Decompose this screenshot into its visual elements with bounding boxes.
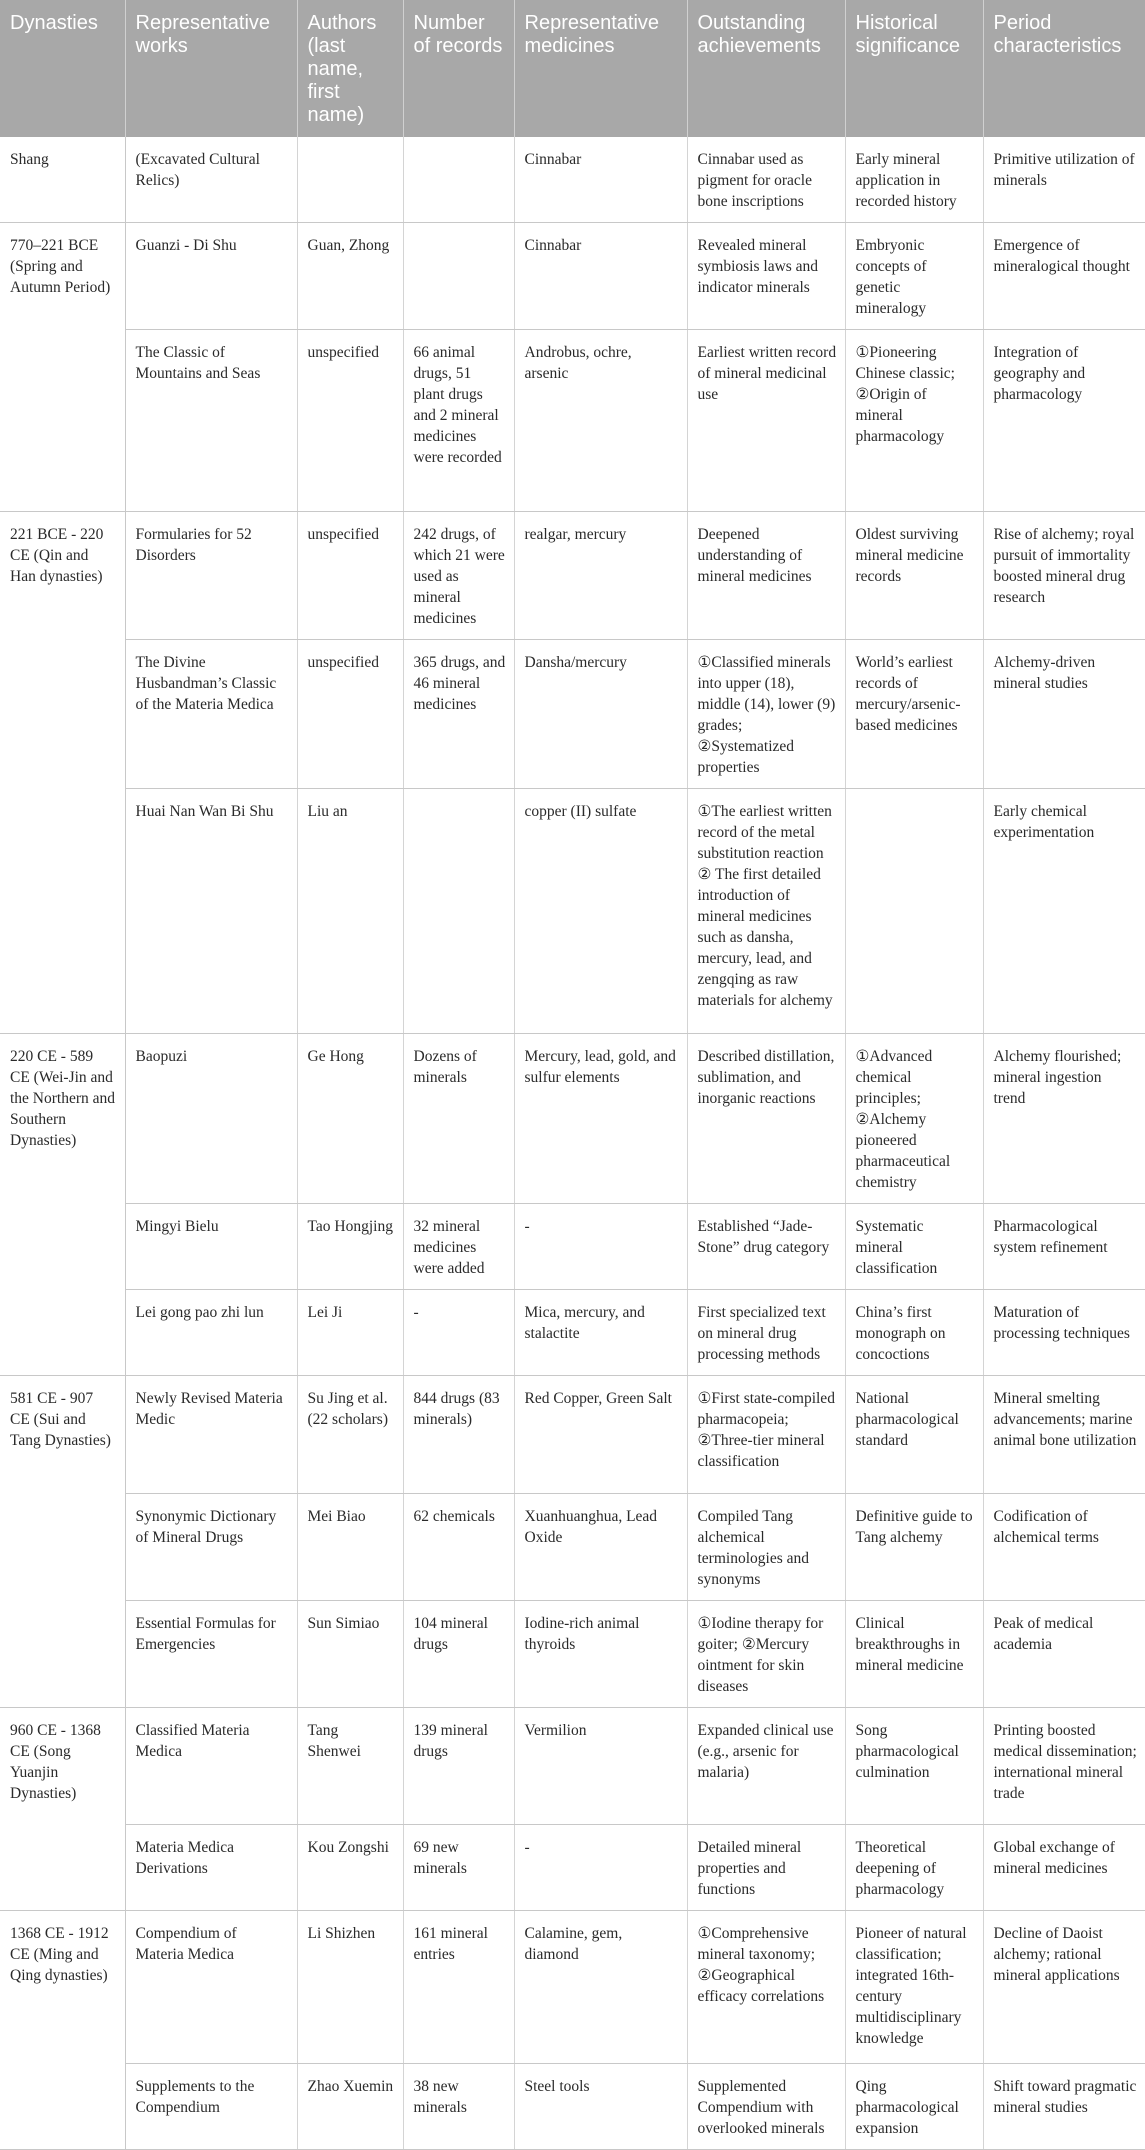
records-cell: 365 drugs, and 46 mineral medicines xyxy=(403,640,514,789)
achievements-cell: Earliest written record of mineral medicinal use xyxy=(687,330,845,512)
author-cell: unspecified xyxy=(297,512,403,640)
characteristics-cell: Shift toward pragmatic mineral studies xyxy=(983,2064,1145,2150)
medicines-cell: Calamine, gem, diamond xyxy=(514,1911,687,2064)
achievements-cell: Established “Jade-Stone” drug category xyxy=(687,1204,845,1290)
header-representative-works: Representative works xyxy=(125,0,297,137)
work-cell: Formularies for 52 Disorders xyxy=(125,512,297,640)
records-cell: 69 new minerals xyxy=(403,1825,514,1911)
records-cell: 161 mineral entries xyxy=(403,1911,514,2064)
table-row xyxy=(0,2064,1145,2150)
medicines-cell: Red Copper, Green Salt xyxy=(514,1376,687,1494)
work-cell: (Excavated Cultural Relics) xyxy=(125,137,297,223)
achievements-cell: Detailed mineral properties and functions xyxy=(687,1825,845,1911)
achievements-cell: ①The earliest written record of the metal substitution reaction ② The first detailed introduction of mineral medicines such as dansha, mercury, lead, and zengqing as raw materials for alchemy xyxy=(687,789,845,1034)
medicines-cell: Iodine-rich animal thyroids xyxy=(514,1601,687,1708)
medicines-cell: Steel tools xyxy=(514,2064,687,2150)
table-row xyxy=(0,1911,1145,2064)
achievements-cell: ①Classified minerals into upper (18), middle (14), lower (9) grades; ②Systematized properties xyxy=(687,640,845,789)
characteristics-cell: Rise of alchemy; royal pursuit of immortality boosted mineral drug research xyxy=(983,512,1145,640)
characteristics-cell: Integration of geography and pharmacology xyxy=(983,330,1145,512)
work-cell: Lei gong pao zhi lun xyxy=(125,1290,297,1376)
characteristics-cell: Mineral smelting advancements; marine animal bone utilization xyxy=(983,1376,1145,1494)
dynasty-cell: 1368 CE - 1912 CE (Ming and Qing dynasties) xyxy=(0,1911,125,2150)
medicines-cell: Vermilion xyxy=(514,1708,687,1825)
table-row xyxy=(0,1708,1145,1825)
header-authors: Authors (last name, first name) xyxy=(297,0,403,137)
header-representative-medicines: Representative medicines xyxy=(514,0,687,137)
records-cell: 62 chemicals xyxy=(403,1494,514,1601)
work-cell: The Classic of Mountains and Seas xyxy=(125,330,297,512)
achievements-cell: Described distillation, sublimation, and inorganic reactions xyxy=(687,1034,845,1204)
achievements-cell: ①Comprehensive mineral taxonomy; ②Geographical efficacy correlations xyxy=(687,1911,845,2064)
characteristics-cell: Peak of medical academia xyxy=(983,1601,1145,1708)
work-cell: The Divine Husbandman’s Classic of the Materia Medica xyxy=(125,640,297,789)
characteristics-cell: Printing boosted medical dissemination; international mineral trade xyxy=(983,1708,1145,1825)
header-period-characteristics: Period characteristics xyxy=(983,0,1145,137)
medicines-cell: Androbus, ochre, arsenic xyxy=(514,330,687,512)
work-cell: Newly Revised Materia Medic xyxy=(125,1376,297,1494)
characteristics-cell: Alchemy-driven mineral studies xyxy=(983,640,1145,789)
characteristics-cell: Alchemy flourished; mineral ingestion trend xyxy=(983,1034,1145,1204)
characteristics-cell: Emergence of mineralogical thought xyxy=(983,223,1145,330)
significance-cell: Pioneer of natural classification; integrated 16th-century multidisciplinary knowledge xyxy=(845,1911,983,2064)
work-cell: Mingyi Bielu xyxy=(125,1204,297,1290)
table-row xyxy=(0,1034,1145,1204)
significance-cell: Systematic mineral classification xyxy=(845,1204,983,1290)
achievements-cell: Compiled Tang alchemical terminologies and synonyms xyxy=(687,1494,845,1601)
significance-cell: Embryonic concepts of genetic mineralogy xyxy=(845,223,983,330)
author-cell: Lei Ji xyxy=(297,1290,403,1376)
header-number-of-records: Number of records xyxy=(403,0,514,137)
author-cell: Su Jing et al. (22 scholars) xyxy=(297,1376,403,1494)
characteristics-cell: Decline of Daoist alchemy; rational mineral applications xyxy=(983,1911,1145,2064)
table-row xyxy=(0,512,1145,640)
dynasty-cell: Shang xyxy=(0,137,125,223)
records-cell xyxy=(403,223,514,330)
table-row xyxy=(0,137,1145,223)
table-row xyxy=(0,1204,1145,1290)
medicines-cell: realgar, mercury xyxy=(514,512,687,640)
significance-cell: Qing pharmacological expansion xyxy=(845,2064,983,2150)
author-cell: Ge Hong xyxy=(297,1034,403,1204)
table-row xyxy=(0,223,1145,330)
author-cell: unspecified xyxy=(297,640,403,789)
significance-cell: Oldest surviving mineral medicine records xyxy=(845,512,983,640)
header-dynasties: Dynasties xyxy=(0,0,125,137)
achievements-cell: First specialized text on mineral drug processing methods xyxy=(687,1290,845,1376)
records-cell xyxy=(403,789,514,1034)
significance-cell: Song pharmacological culmination xyxy=(845,1708,983,1825)
records-cell: Dozens of minerals xyxy=(403,1034,514,1204)
significance-cell: China’s first monograph on concoctions xyxy=(845,1290,983,1376)
table-row xyxy=(0,1290,1145,1376)
author-cell: Sun Simiao xyxy=(297,1601,403,1708)
dynasty-cell: 581 CE - 907 CE (Sui and Tang Dynasties) xyxy=(0,1376,125,1708)
achievements-cell: Revealed mineral symbiosis laws and indicator minerals xyxy=(687,223,845,330)
table-row xyxy=(0,1825,1145,1911)
work-cell: Essential Formulas for Emergencies xyxy=(125,1601,297,1708)
author-cell: Mei Biao xyxy=(297,1494,403,1601)
author-cell: Liu an xyxy=(297,789,403,1034)
records-cell: 844 drugs (83 minerals) xyxy=(403,1376,514,1494)
characteristics-cell: Codification of alchemical terms xyxy=(983,1494,1145,1601)
dynasty-cell: 960 CE - 1368 CE (Song Yuanjin Dynasties) xyxy=(0,1708,125,1911)
author-cell: Tao Hongjing xyxy=(297,1204,403,1290)
table-body xyxy=(0,137,1145,2150)
header-row xyxy=(0,0,1145,137)
table-row xyxy=(0,330,1145,512)
table-row xyxy=(0,1494,1145,1601)
header-historical-significance: Historical significance xyxy=(845,0,983,137)
characteristics-cell: Pharmacological system refinement xyxy=(983,1204,1145,1290)
dynasty-cell: 220 CE - 589 CE (Wei-Jin and the Northern and Southern Dynasties) xyxy=(0,1034,125,1376)
characteristics-cell: Maturation of processing techniques xyxy=(983,1290,1145,1376)
records-cell: 242 drugs, of which 21 were used as mineral medicines xyxy=(403,512,514,640)
significance-cell: World’s earliest records of mercury/arsenic-based medicines xyxy=(845,640,983,789)
author-cell: Zhao Xuemin xyxy=(297,2064,403,2150)
work-cell: Classified Materia Medica xyxy=(125,1708,297,1825)
records-cell: 32 mineral medicines were added xyxy=(403,1204,514,1290)
medicines-cell: Dansha/mercury xyxy=(514,640,687,789)
records-cell: 104 mineral drugs xyxy=(403,1601,514,1708)
work-cell: Compendium of Materia Medica xyxy=(125,1911,297,2064)
significance-cell: National pharmacological standard xyxy=(845,1376,983,1494)
significance-cell xyxy=(845,789,983,1034)
author-cell: unspecified xyxy=(297,330,403,512)
work-cell: Huai Nan Wan Bi Shu xyxy=(125,789,297,1034)
medicines-cell: - xyxy=(514,1204,687,1290)
records-cell: 66 animal drugs, 51 plant drugs and 2 mineral medicines were recorded xyxy=(403,330,514,512)
records-cell xyxy=(403,137,514,223)
table-row xyxy=(0,1376,1145,1494)
work-cell: Baopuzi xyxy=(125,1034,297,1204)
dynasty-cell: 221 BCE - 220 CE (Qin and Han dynasties) xyxy=(0,512,125,1034)
medicines-cell: - xyxy=(514,1825,687,1911)
achievements-cell: Expanded clinical use (e.g., arsenic for malaria) xyxy=(687,1708,845,1825)
dynasty-cell: 770–221 BCE (Spring and Autumn Period) xyxy=(0,223,125,512)
work-cell: Synonymic Dictionary of Mineral Drugs xyxy=(125,1494,297,1601)
medicines-cell: Mica, mercury, and stalactite xyxy=(514,1290,687,1376)
medicines-cell: Cinnabar xyxy=(514,223,687,330)
work-cell: Materia Medica Derivations xyxy=(125,1825,297,1911)
header-outstanding-achievements: Outstanding achievements xyxy=(687,0,845,137)
achievements-cell: Cinnabar used as pigment for oracle bone inscriptions xyxy=(687,137,845,223)
significance-cell: Definitive guide to Tang alchemy xyxy=(845,1494,983,1601)
significance-cell: ①Pioneering Chinese classic; ②Origin of mineral pharmacology xyxy=(845,330,983,512)
author-cell: Tang Shenwei xyxy=(297,1708,403,1825)
records-cell: 38 new minerals xyxy=(403,2064,514,2150)
table-row xyxy=(0,640,1145,789)
author-cell: Kou Zongshi xyxy=(297,1825,403,1911)
medicines-cell: copper (II) sulfate xyxy=(514,789,687,1034)
characteristics-cell: Global exchange of mineral medicines xyxy=(983,1825,1145,1911)
medicines-cell: Cinnabar xyxy=(514,137,687,223)
medicines-cell: Xuanhuanghua, Lead Oxide xyxy=(514,1494,687,1601)
table-row xyxy=(0,789,1145,1034)
significance-cell: ①Advanced chemical principles; ②Alchemy pioneered pharmaceutical chemistry xyxy=(845,1034,983,1204)
work-cell: Supplements to the Compendium xyxy=(125,2064,297,2150)
significance-cell: Clinical breakthroughs in mineral medicine xyxy=(845,1601,983,1708)
characteristics-cell: Early chemical experimentation xyxy=(983,789,1145,1034)
significance-cell: Theoretical deepening of pharmacology xyxy=(845,1825,983,1911)
characteristics-cell: Primitive utilization of minerals xyxy=(983,137,1145,223)
author-cell: Guan, Zhong xyxy=(297,223,403,330)
records-cell: 139 mineral drugs xyxy=(403,1708,514,1825)
work-cell: Guanzi - Di Shu xyxy=(125,223,297,330)
achievements-cell: Supplemented Compendium with overlooked minerals xyxy=(687,2064,845,2150)
significance-cell: Early mineral application in recorded history xyxy=(845,137,983,223)
author-cell xyxy=(297,137,403,223)
records-cell: - xyxy=(403,1290,514,1376)
achievements-cell: Deepened understanding of mineral medicines xyxy=(687,512,845,640)
medicines-cell: Mercury, lead, gold, and sulfur elements xyxy=(514,1034,687,1204)
author-cell: Li Shizhen xyxy=(297,1911,403,2064)
table-row xyxy=(0,1601,1145,1708)
achievements-cell: ①First state-compiled pharmacopeia; ②Three-tier mineral classification xyxy=(687,1376,845,1494)
achievements-cell: ①Iodine therapy for goiter; ②Mercury ointment for skin diseases xyxy=(687,1601,845,1708)
